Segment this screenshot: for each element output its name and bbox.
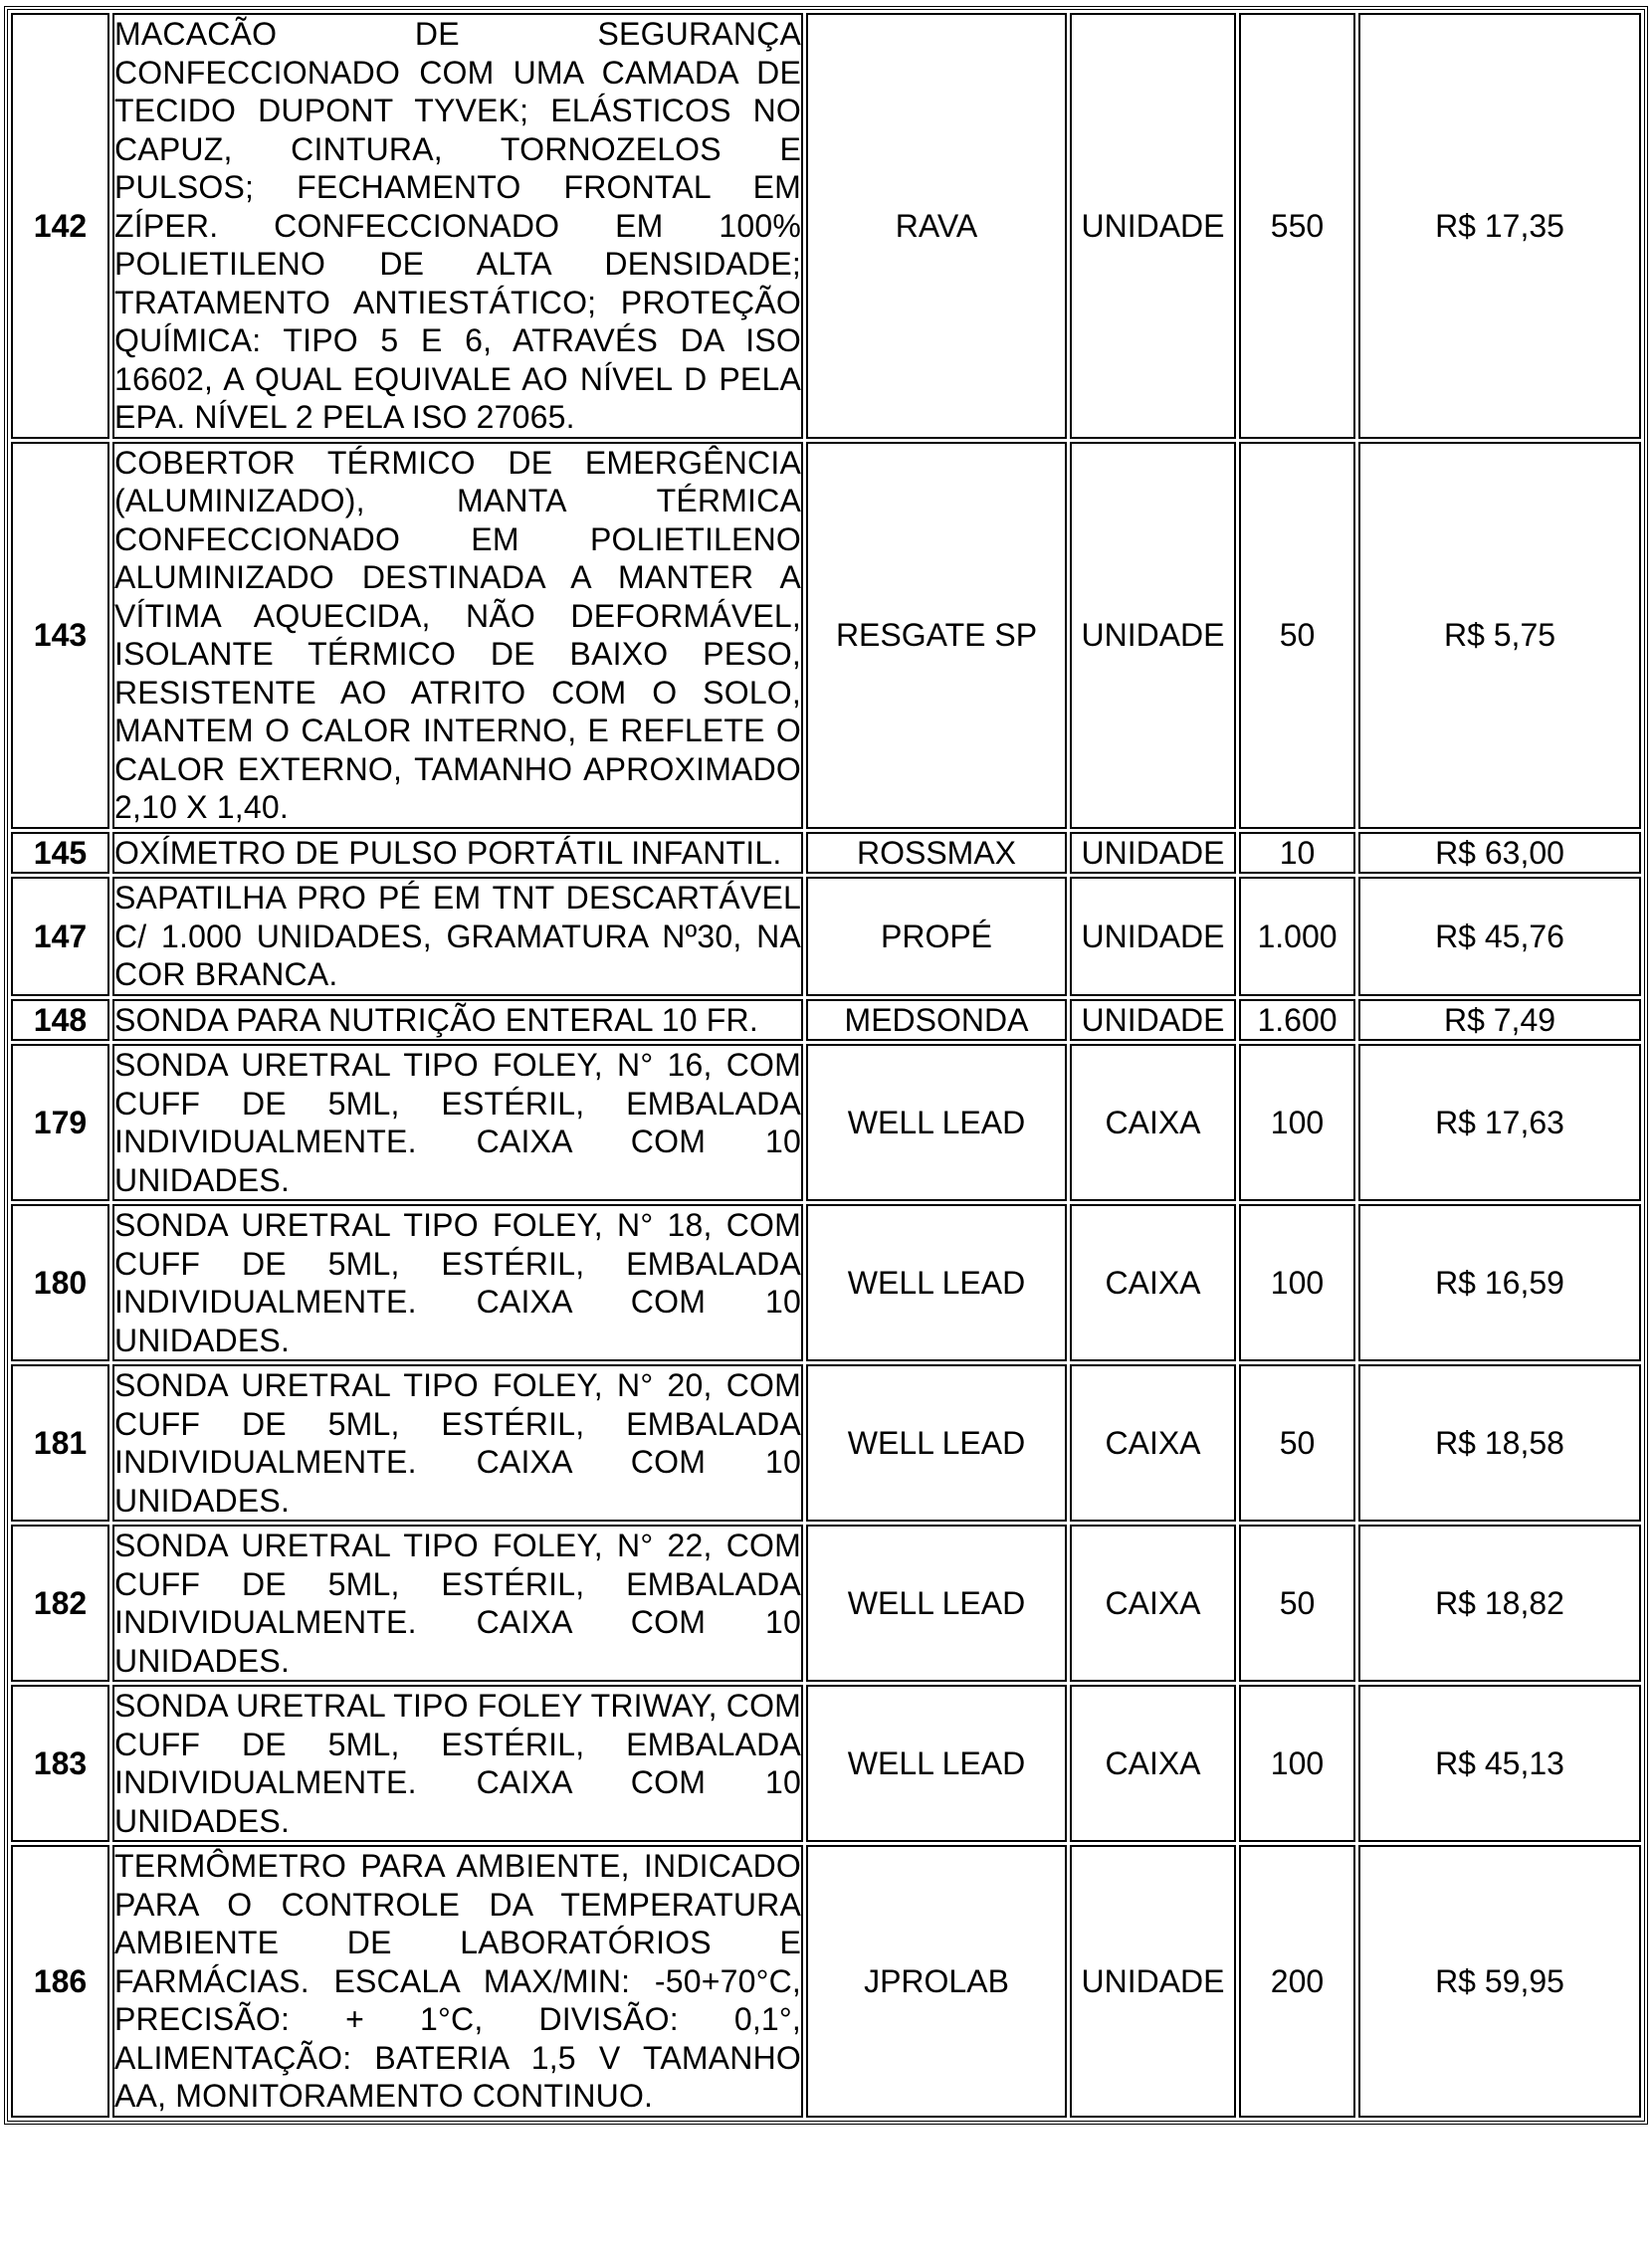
item-unit: CAIXA — [1070, 1525, 1236, 1682]
item-number: 181 — [11, 1364, 109, 1522]
item-number: 142 — [11, 13, 109, 439]
table-row — [11, 877, 1641, 996]
item-price: R$ 17,63 — [1358, 1044, 1641, 1201]
item-unit: CAIXA — [1070, 1204, 1236, 1361]
item-brand: ROSSMAX — [806, 832, 1067, 875]
item-price: R$ 59,95 — [1358, 1845, 1641, 2118]
item-unit: UNIDADE — [1070, 13, 1236, 439]
item-description: SONDA PARA NUTRIÇÃO ENTERAL 10 FR. — [112, 999, 803, 1042]
item-brand: WELL LEAD — [806, 1044, 1067, 1201]
item-price: R$ 7,49 — [1358, 999, 1641, 1042]
table-row — [11, 1204, 1641, 1361]
item-quantity: 100 — [1239, 1044, 1355, 1201]
item-description: SONDA URETRAL TIPO FOLEY TRIWAY, COM CUFF DE 5ML, ESTÉRIL, EMBALADA INDIVIDUALMENTE. CAIXA COM 10 UNIDADES. — [112, 1685, 803, 1842]
item-quantity: 100 — [1239, 1204, 1355, 1361]
item-brand: PROPÉ — [806, 877, 1067, 996]
items-table — [4, 6, 1648, 2125]
item-unit: UNIDADE — [1070, 442, 1236, 829]
item-unit: UNIDADE — [1070, 877, 1236, 996]
item-unit: UNIDADE — [1070, 1845, 1236, 2118]
table-row — [11, 999, 1641, 1042]
item-description: SONDA URETRAL TIPO FOLEY, N° 18, COM CUFF DE 5ML, ESTÉRIL, EMBALADA INDIVIDUALMENTE. CAIXA COM 10 UNIDADES. — [112, 1204, 803, 1361]
table-row — [11, 1685, 1641, 1842]
item-price: R$ 5,75 — [1358, 442, 1641, 829]
item-number: 186 — [11, 1845, 109, 2118]
item-price: R$ 45,76 — [1358, 877, 1641, 996]
item-price: R$ 17,35 — [1358, 13, 1641, 439]
item-price: R$ 18,58 — [1358, 1364, 1641, 1522]
item-quantity: 550 — [1239, 13, 1355, 439]
item-brand: RAVA — [806, 13, 1067, 439]
item-brand: RESGATE SP — [806, 442, 1067, 829]
table-row — [11, 442, 1641, 829]
item-description: MACACÃO DE SEGURANÇA CONFECCIONADO COM UMA CAMADA DE TECIDO DUPONT TYVEK; ELÁSTICOS NO CAPUZ, CINTURA, TORNOZELOS E PULSOS; FECHAMENTO FRONTAL EM ZÍPER. CONFECCIONADO EM 100% POLIETILENO DE ALTA DENSIDADE; TRATAMENTO ANTIESTÁTICO; PROTEÇÃO QUÍMICA: TIPO 5 E 6, ATRAVÉS DA ISO 16602, A QUAL EQUIVALE AO NÍVEL D PELA EPA. NÍVEL 2 PELA ISO 27065. — [112, 13, 803, 439]
item-price: R$ 45,13 — [1358, 1685, 1641, 1842]
item-unit: UNIDADE — [1070, 832, 1236, 875]
item-quantity: 100 — [1239, 1685, 1355, 1842]
item-number: 183 — [11, 1685, 109, 1842]
item-quantity: 1.000 — [1239, 877, 1355, 996]
item-price: R$ 63,00 — [1358, 832, 1641, 875]
item-unit: UNIDADE — [1070, 999, 1236, 1042]
item-quantity: 50 — [1239, 1364, 1355, 1522]
item-price: R$ 16,59 — [1358, 1204, 1641, 1361]
item-brand: WELL LEAD — [806, 1685, 1067, 1842]
item-brand: MEDSONDA — [806, 999, 1067, 1042]
item-brand: WELL LEAD — [806, 1364, 1067, 1522]
item-unit: CAIXA — [1070, 1044, 1236, 1201]
item-number: 180 — [11, 1204, 109, 1361]
item-description: SAPATILHA PRO PÉ EM TNT DESCARTÁVEL C/ 1.000 UNIDADES, GRAMATURA Nº30, NA COR BRANCA. — [112, 877, 803, 996]
item-number: 148 — [11, 999, 109, 1042]
item-quantity: 1.600 — [1239, 999, 1355, 1042]
item-brand: WELL LEAD — [806, 1525, 1067, 1682]
item-number: 147 — [11, 877, 109, 996]
table-row — [11, 832, 1641, 875]
item-brand: WELL LEAD — [806, 1204, 1067, 1361]
item-number: 179 — [11, 1044, 109, 1201]
item-description: SONDA URETRAL TIPO FOLEY, N° 16, COM CUFF DE 5ML, ESTÉRIL, EMBALADA INDIVIDUALMENTE. CAIXA COM 10 UNIDADES. — [112, 1044, 803, 1201]
item-description: OXÍMETRO DE PULSO PORTÁTIL INFANTIL. — [112, 832, 803, 875]
item-unit: CAIXA — [1070, 1364, 1236, 1522]
item-number: 143 — [11, 442, 109, 829]
table-row — [11, 13, 1641, 439]
item-quantity: 10 — [1239, 832, 1355, 875]
item-unit: CAIXA — [1070, 1685, 1236, 1842]
table-row — [11, 1845, 1641, 2118]
item-number: 182 — [11, 1525, 109, 1682]
item-quantity: 50 — [1239, 442, 1355, 829]
item-price: R$ 18,82 — [1358, 1525, 1641, 1682]
table-row — [11, 1525, 1641, 1682]
item-brand: JPROLAB — [806, 1845, 1067, 2118]
item-description: SONDA URETRAL TIPO FOLEY, N° 22, COM CUFF DE 5ML, ESTÉRIL, EMBALADA INDIVIDUALMENTE. CAIXA COM 10 UNIDADES. — [112, 1525, 803, 1682]
table-row — [11, 1044, 1641, 1201]
item-description: TERMÔMETRO PARA AMBIENTE, INDICADO PARA O CONTROLE DA TEMPERATURA AMBIENTE DE LABORATÓRIOS E FARMÁCIAS. ESCALA MAX/MIN: -50+70°C, PRECISÃO: + 1°C, DIVISÃO: 0,1°, ALIMENTAÇÃO: BATERIA 1,5 V TAMANHO AA, MONITORAMENTO CONTINUO. — [112, 1845, 803, 2118]
item-description: SONDA URETRAL TIPO FOLEY, N° 20, COM CUFF DE 5ML, ESTÉRIL, EMBALADA INDIVIDUALMENTE. CAIXA COM 10 UNIDADES. — [112, 1364, 803, 1522]
table-row — [11, 1364, 1641, 1522]
item-quantity: 50 — [1239, 1525, 1355, 1682]
item-number: 145 — [11, 832, 109, 875]
item-description: COBERTOR TÉRMICO DE EMERGÊNCIA (ALUMINIZADO), MANTA TÉRMICA CONFECCIONADO EM POLIETILENO ALUMINIZADO DESTINADA A MANTER A VÍTIMA AQUECIDA, NÃO DEFORMÁVEL, ISOLANTE TÉRMICO DE BAIXO PESO, RESISTENTE AO ATRITO COM O SOLO, MANTEM O CALOR INTERNO, E REFLETE O CALOR EXTERNO, TAMANHO APROXIMADO 2,10 X 1,40. — [112, 442, 803, 829]
item-quantity: 200 — [1239, 1845, 1355, 2118]
